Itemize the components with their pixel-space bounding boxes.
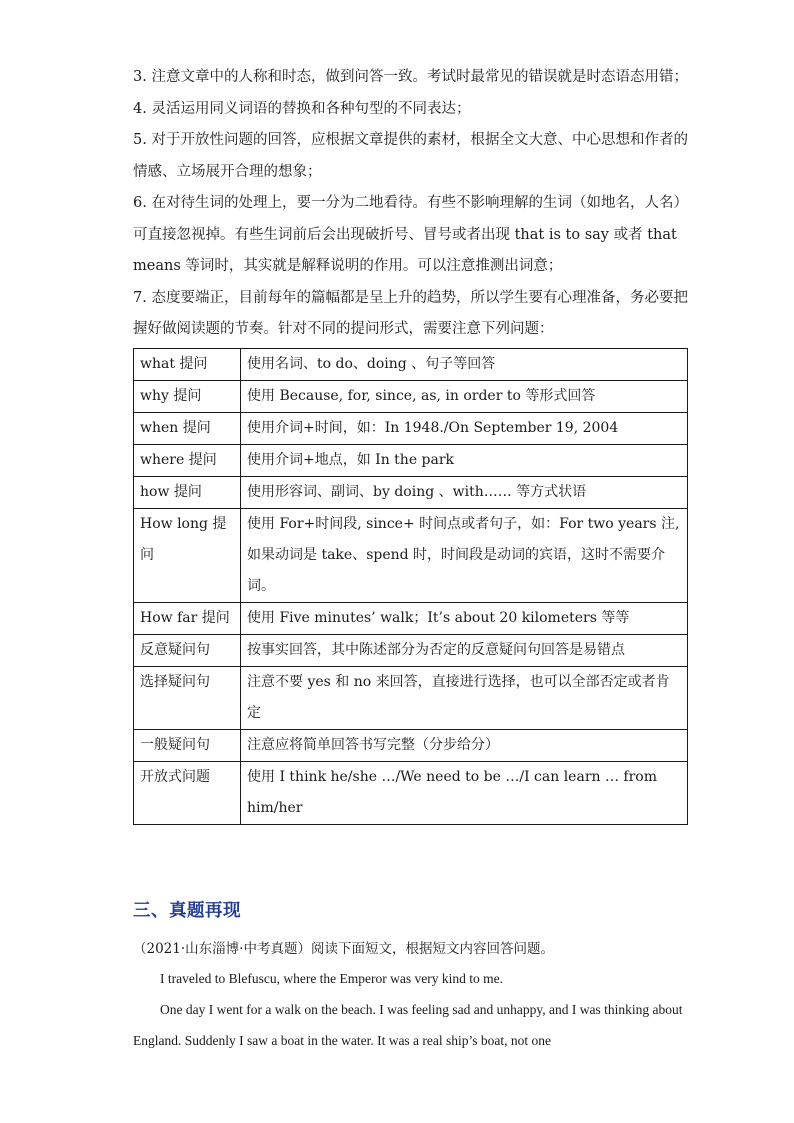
answer-tip-cell: 使用名词、to do、doing 、句子等回答 [241,348,688,380]
question-type-cell: how 提问 [134,476,241,508]
tip-paragraph-7: 7. 态度要端正，目前每年的篇幅都是呈上升的趋势，所以学生要有心理准备，务必要把握好做阅读题的节奏。针对不同的提问形式，需要注意下列问题： [133,289,688,337]
answer-tip-cell: 使用 For+时间段, since+ 时间点或者句子，如：For two years 注, 如果动词是 take、spend 时，时间段是动词的宾语，这时不需要介词。 [241,508,688,602]
table-row [134,634,688,666]
section-heading: 三、真题再现 [133,901,241,921]
passage-paragraph: One day I went for a walk on the beach. I was feeling sad and unhappy, and I was thinking about England. Suddenly I saw a boat in the water. It was a real ship’s boat, not one [133,1002,683,1048]
question-type-cell: when 提问 [134,412,241,444]
answer-tip-cell: 使用 I think he/she …/We need to be …/I can learn … from him/her [241,761,688,824]
table-row [134,476,688,508]
reading-passage [133,963,693,1056]
table-row [134,380,688,412]
table-row [134,602,688,634]
question-type-cell: 一般疑问句 [134,729,241,761]
question-type-cell: 选择疑问句 [134,666,241,729]
question-type-cell: why 提问 [134,380,241,412]
answer-tip-cell: 使用 Five minutes’ walk；It’s about 20 kilometers 等等 [241,602,688,634]
document-body [133,62,689,825]
answer-tip-cell: 按事实回答，其中陈述部分为否定的反意疑问句回答是易错点 [241,634,688,666]
question-type-table [133,348,688,825]
answer-tip-cell: 注意不要 yes 和 no 来回答，直接进行选择，也可以全部否定或者肯定 [241,666,688,729]
table-row [134,729,688,761]
table-row [134,761,688,824]
tip-paragraph-6: 6. 在对待生词的处理上，要一分为二地看待。有些不影响理解的生词（如地名，人名）可直接忽视掉。有些生词前后会出现破折号、冒号或者出现 that is to say 或者 that means 等词时，其实就是解释说明的作用。可以注意推测出词意； [133,195,688,274]
answer-tip-cell: 使用 Because, for, since, as, in order to 等形式回答 [241,380,688,412]
table-row [134,444,688,476]
table-row [134,508,688,602]
tip-paragraph-3: 3. 注意文章中的人称和时态，做到问答一致。考试时最常见的错误就是时态语态用错； [133,69,688,85]
question-type-cell: How far 提问 [134,602,241,634]
question-type-cell: where 提问 [134,444,241,476]
passage-paragraph: I traveled to Blefuscu, where the Emperor was very kind to me. [160,971,504,986]
table-row [134,666,688,729]
tip-paragraph-5: 5. 对于开放性问题的回答，应根据文章提供的素材，根据全文大意、中心思想和作者的情感、立场展开合理的想象； [133,132,688,180]
answer-tip-cell: 使用介词+地点，如 In the park [241,444,688,476]
question-type-cell: 开放式问题 [134,761,241,824]
exam-source-line: （2021·山东淄博·中考真题）阅读下面短文，根据短文内容回答问题。 [133,941,554,957]
table-row [134,348,688,380]
question-type-cell: How long 提问 [134,508,241,602]
question-type-cell: 反意疑问句 [134,634,241,666]
answer-tip-cell: 使用形容词、副词、by doing 、with…… 等方式状语 [241,476,688,508]
question-type-cell: what 提问 [134,348,241,380]
tip-paragraph-4: 4. 灵活运用同义词语的替换和各种句型的不同表达； [133,100,471,117]
answer-tip-cell: 使用介词+时间，如：In 1948./On September 19, 2004 [241,412,688,444]
table-row [134,412,688,444]
answer-tip-cell: 注意应将简单回答书写完整（分步给分） [241,729,688,761]
